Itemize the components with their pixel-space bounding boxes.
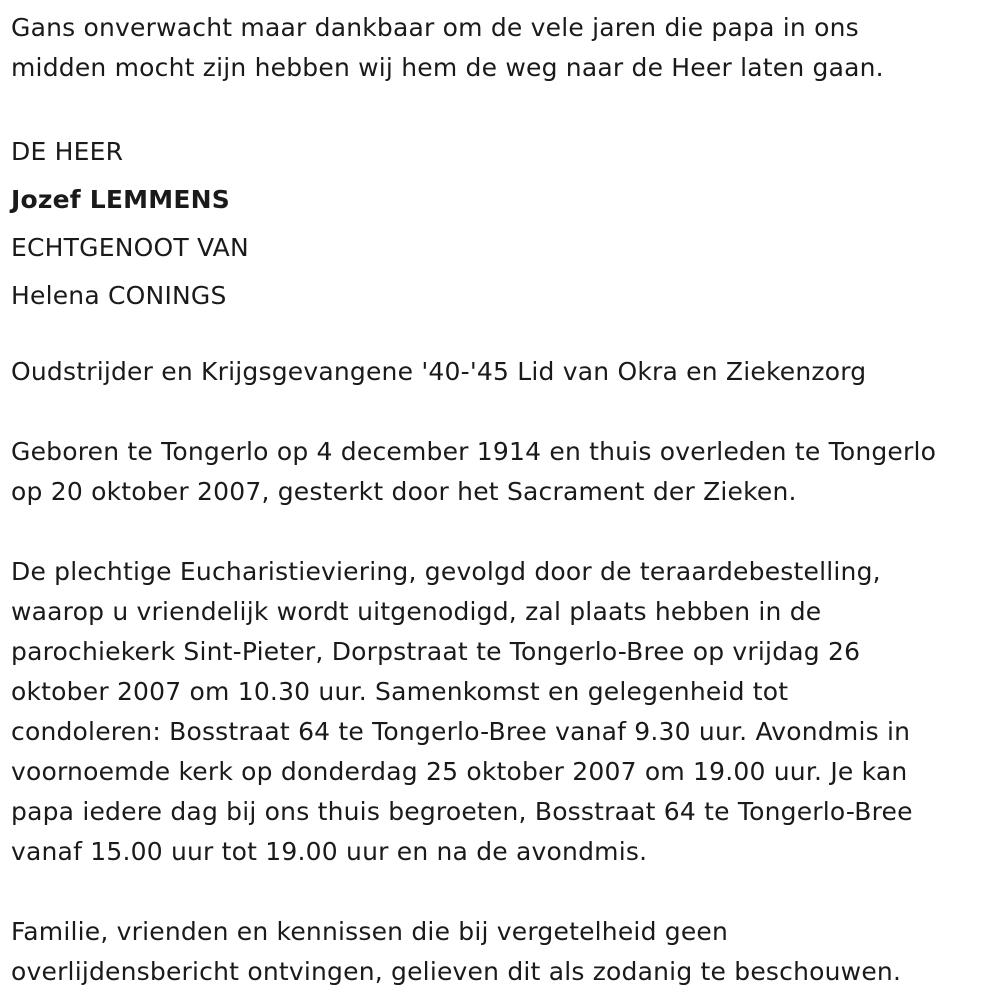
person-title: DE HEER [11,137,124,166]
ceremony-line: oktober 2007 om 10.30 uur. Samenkomst en gelegenheid tot [11,677,789,706]
intro-paragraph [11,8,996,88]
ceremony-line: voornoemde kerk op donderdag 25 oktober 2007 om 19.00 uur. Je kan [11,757,908,786]
paragraph-gap [11,88,996,128]
paragraph-gap [11,512,996,552]
person-block [11,128,996,320]
paragraph-gap [11,872,996,912]
ceremony-line: waarop u vriendelijk wordt uitgenodigd, zal plaats hebben in de [11,597,822,626]
ceremony-line: parochiekerk Sint-Pieter, Dorpstraat te Tongerlo-Bree op vrijdag 26 [11,637,861,666]
person-name: Jozef LEMMENS [11,185,230,214]
intro-line: midden mocht zijn hebben wij hem de weg naar de Heer laten gaan. [11,53,884,82]
memberships-line: Oudstrijder en Krijgsgevangene '40-'45 Lid van Okra en Ziekenzorg [11,357,867,386]
paragraph-gap [11,320,996,352]
memberships-paragraph [11,352,996,392]
closing-line: Familie, vrienden en kennissen die bij vergetelheid geen [11,917,729,946]
paragraph-gap [11,392,996,432]
ceremony-line: papa iedere dag bij ons thuis begroeten, Bosstraat 64 te Tongerlo-Bree [11,797,913,826]
birth-death-line: Geboren te Tongerlo op 4 december 1914 en thuis overleden te Tongerlo [11,437,937,466]
ceremony-line: condoleren: Bosstraat 64 te Tongerlo-Bree vanaf 9.30 uur. Avondmis in [11,717,911,746]
person-relation: ECHTGENOOT VAN [11,233,249,262]
birth-death-line: op 20 oktober 2007, gesterkt door het Sacrament der Zieken. [11,477,797,506]
ceremony-line: De plechtige Eucharistieviering, gevolgd door de teraardebestelling, [11,557,881,586]
closing-line: overlijdensbericht ontvingen, gelieven dit als zodanig te beschouwen. [11,957,902,986]
spouse-name: Helena CONINGS [11,281,227,310]
ceremony-paragraph [11,552,996,872]
intro-line: Gans onverwacht maar dankbaar om de vele jaren die papa in ons [11,13,859,42]
closing-paragraph [11,912,996,992]
birth-death-paragraph [11,432,996,512]
obituary-document [11,8,996,992]
ceremony-line: vanaf 15.00 uur tot 19.00 uur en na de avondmis. [11,837,648,866]
